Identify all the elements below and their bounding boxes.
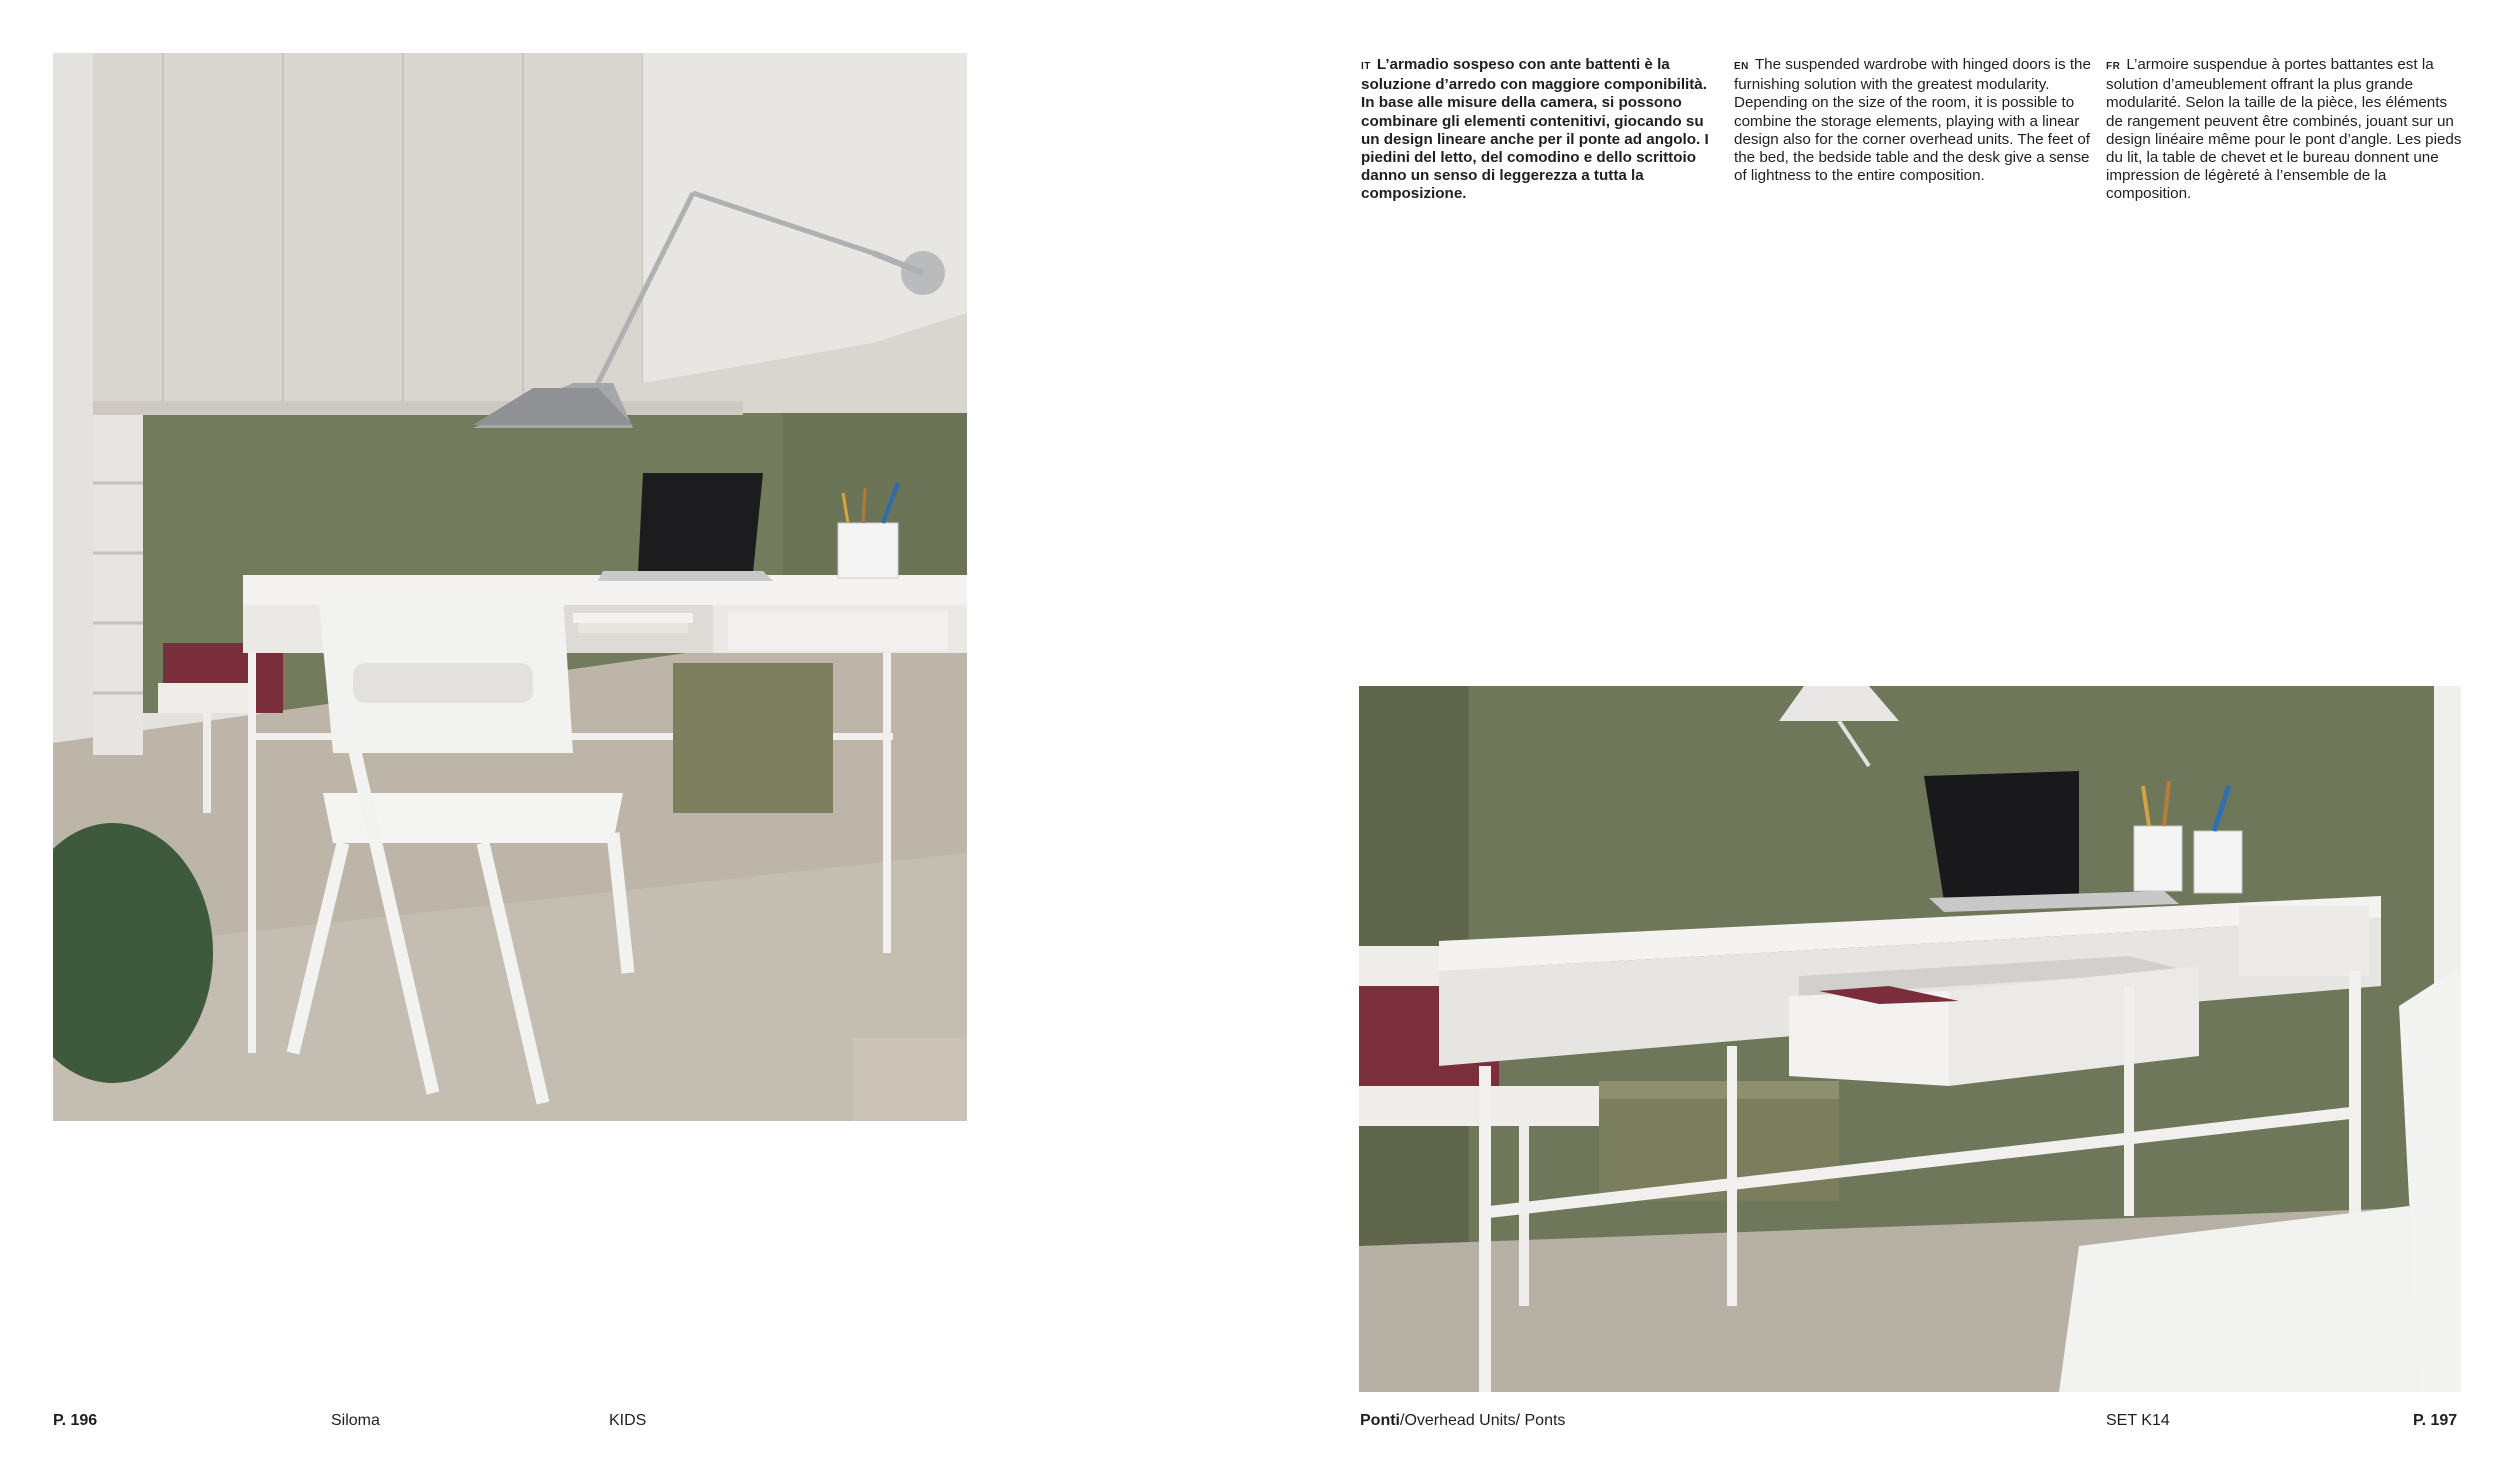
page-number-left: P. 196 <box>53 1412 98 1429</box>
lang-tag-it: IT <box>1361 61 1371 72</box>
footer-category-bold: Ponti <box>1360 1412 1400 1429</box>
body-text-fr: L’armoire suspendue à portes battantes est la solution d’ameublement offrant la plus grande modularité. Selon la taille de la pièce, les éléments de rangement peuvent être combinés, jouant sur un design linéaire même pour le pont d’angle. Les pieds du lit, la table de chevet et le bureau donnent une impression de légèreté à l’ensemble de la composition. <box>2106 56 2462 203</box>
footer-set: SET K14 <box>2106 1412 2170 1429</box>
footer-category-rest: /Overhead Units/ Ponts <box>1400 1412 1566 1429</box>
left-room-photo <box>53 53 967 1121</box>
footer-section: KIDS <box>609 1412 647 1429</box>
footer-brand: Siloma <box>331 1412 380 1429</box>
body-text-it: L’armadio sospeso con ante battenti è la soluzione d’arredo con maggiore componibilità. In base alle misure della camera, si possono combinare gli elementi contenitivi, giocando su un design lineare anche per il ponte ad angolo. I piedini del letto, del comodino e dello scrittoio danno un senso di leggerezza a tutta la composizione. <box>1361 56 1709 203</box>
text-column-italian <box>1361 56 1721 204</box>
page-number-right: P. 197 <box>2413 1412 2458 1429</box>
text-column-english <box>1734 56 2094 185</box>
lang-tag-en: EN <box>1734 61 1749 72</box>
body-text-en: The suspended wardrobe with hinged doors is the furnishing solution with the greatest modularity. Depending on the size of the room, it is possible to combine the storage elements, playing with a linear design also for the corner overhead units. The feet of the bed, the bedside table and the desk give a sense of lightness to the entire composition. <box>1734 56 2091 185</box>
right-desk-photo <box>1359 686 2461 1392</box>
footer-category <box>1360 1411 1565 1431</box>
lang-tag-fr: FR <box>2106 61 2121 72</box>
text-column-french <box>2106 56 2466 204</box>
